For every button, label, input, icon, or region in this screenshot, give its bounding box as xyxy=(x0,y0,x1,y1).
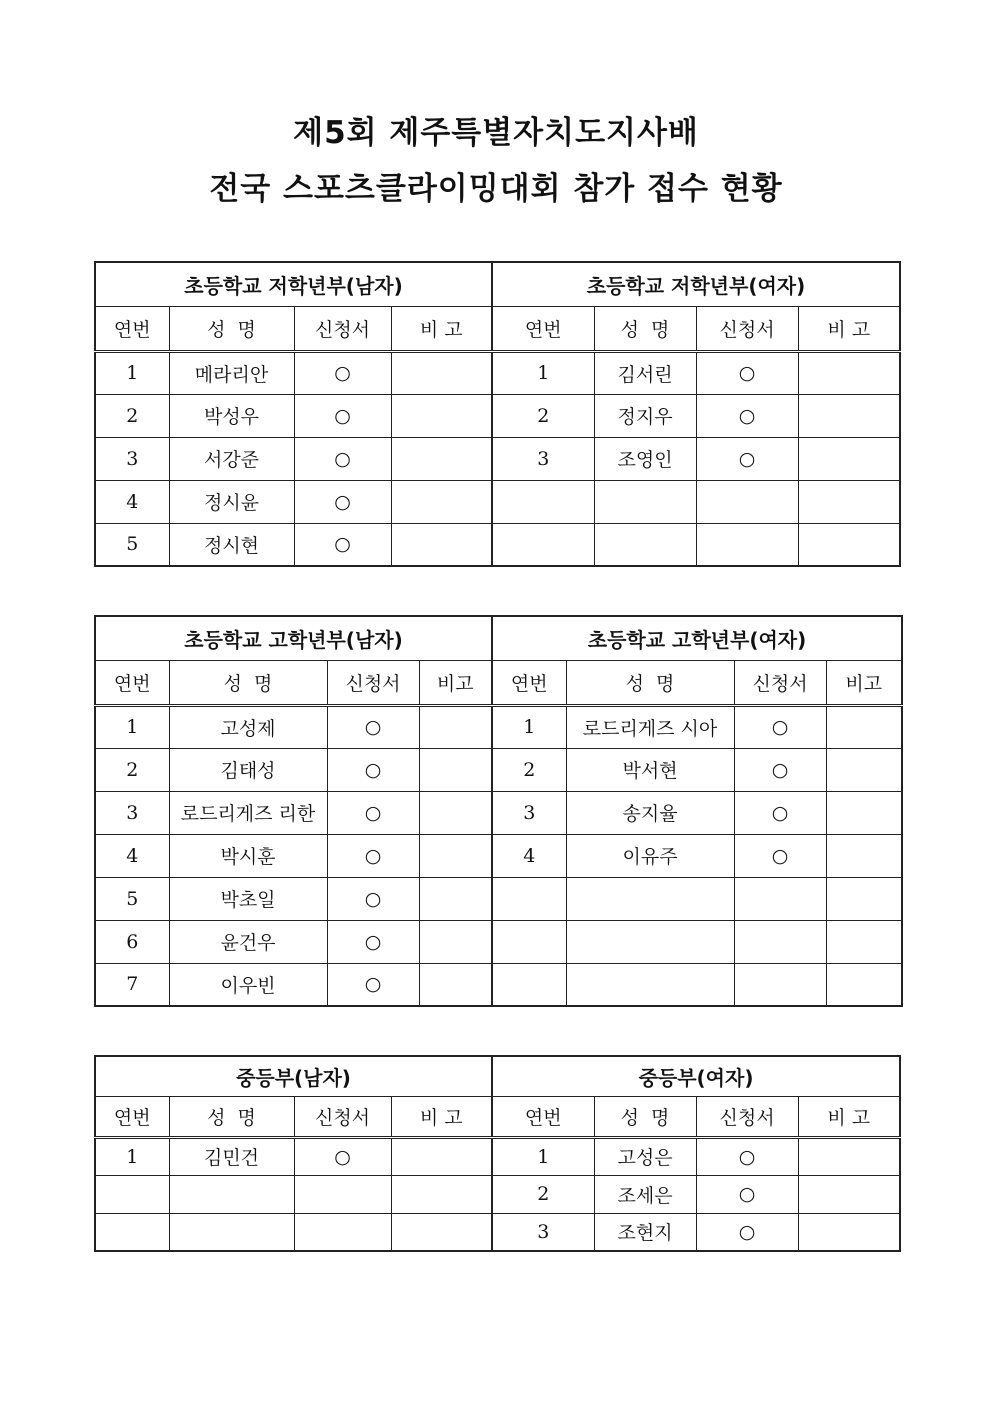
title-line-2: 전국 스포츠클라이밍대회 참가 접수 현황 xyxy=(209,171,783,207)
cell-name xyxy=(566,877,734,920)
cell-note xyxy=(419,877,492,920)
cell-no xyxy=(492,877,566,920)
cell-name: 로드리게즈 시아 xyxy=(566,705,734,748)
cell-apply: ○ xyxy=(696,1213,798,1251)
cell-no xyxy=(492,963,566,1006)
cell-note xyxy=(391,523,492,566)
cell-apply xyxy=(696,523,798,566)
cell-no: 5 xyxy=(95,523,169,566)
cell-note xyxy=(826,963,902,1006)
cell-apply: ○ xyxy=(327,834,419,877)
table-row xyxy=(95,351,900,394)
cell-name: 김서린 xyxy=(594,351,696,394)
cell-no xyxy=(492,920,566,963)
cell-no: 4 xyxy=(492,834,566,877)
cell-name: 조현지 xyxy=(594,1213,696,1251)
table-row xyxy=(95,920,902,963)
cell-no xyxy=(492,480,594,523)
header-name: 성 명 xyxy=(566,660,734,705)
cell-no: 1 xyxy=(492,351,594,394)
cell-apply: ○ xyxy=(294,437,391,480)
table-row xyxy=(95,523,900,566)
cell-no: 3 xyxy=(95,437,169,480)
header-apply: 신청서 xyxy=(294,306,391,351)
cell-apply: ○ xyxy=(294,394,391,437)
cell-note xyxy=(419,963,492,1006)
header-name: 성 명 xyxy=(594,1096,696,1137)
table-row xyxy=(95,705,902,748)
cell-no: 1 xyxy=(95,351,169,394)
cell-note xyxy=(391,351,492,394)
cell-name: 김태성 xyxy=(169,748,327,791)
cell-apply: ○ xyxy=(696,351,798,394)
cell-note xyxy=(419,748,492,791)
cell-no: 3 xyxy=(492,1213,594,1251)
cell-name: 조세은 xyxy=(594,1175,696,1213)
header-name: 성 명 xyxy=(169,660,327,705)
cell-note xyxy=(391,1213,492,1251)
cell-note xyxy=(798,1213,900,1251)
cell-note xyxy=(798,1175,900,1213)
cell-name: 윤건우 xyxy=(169,920,327,963)
cell-no: 1 xyxy=(95,1137,169,1175)
cell-no: 4 xyxy=(95,480,169,523)
cell-no: 2 xyxy=(492,748,566,791)
cell-note xyxy=(391,480,492,523)
header-apply: 신청서 xyxy=(734,660,826,705)
cell-note xyxy=(391,1137,492,1175)
cell-note xyxy=(391,1175,492,1213)
cell-apply: ○ xyxy=(294,1137,391,1175)
cell-no: 2 xyxy=(95,394,169,437)
cell-apply: ○ xyxy=(327,748,419,791)
header-apply: 신청서 xyxy=(696,1096,798,1137)
division-label: 초등학교 저학년부(여자) xyxy=(492,262,900,306)
cell-note xyxy=(419,791,492,834)
cell-apply xyxy=(696,480,798,523)
header-note: 비 고 xyxy=(798,1096,900,1137)
division-label: 초등학교 저학년부(남자) xyxy=(95,262,492,306)
cell-apply: ○ xyxy=(734,705,826,748)
cell-note xyxy=(798,437,900,480)
cell-no: 7 xyxy=(95,963,169,1006)
cell-name: 로드리게즈 리한 xyxy=(169,791,327,834)
cell-apply: ○ xyxy=(696,1137,798,1175)
cell-apply xyxy=(734,920,826,963)
header-name: 성 명 xyxy=(169,306,294,351)
cell-apply: ○ xyxy=(696,394,798,437)
cell-apply: ○ xyxy=(696,437,798,480)
cell-note xyxy=(798,480,900,523)
cell-name: 박시훈 xyxy=(169,834,327,877)
cell-name: 이우빈 xyxy=(169,963,327,1006)
header-note: 비 고 xyxy=(391,306,492,351)
cell-no: 5 xyxy=(95,877,169,920)
cell-apply: ○ xyxy=(327,963,419,1006)
cell-apply: ○ xyxy=(734,748,826,791)
header-note: 비 고 xyxy=(798,306,900,351)
cell-no: 3 xyxy=(492,437,594,480)
header-note: 비고 xyxy=(419,660,492,705)
cell-name xyxy=(594,523,696,566)
table-row xyxy=(95,877,902,920)
header-apply: 신청서 xyxy=(294,1096,391,1137)
table-row xyxy=(95,1175,900,1213)
cell-apply xyxy=(734,877,826,920)
cell-note xyxy=(826,834,902,877)
cell-note xyxy=(826,877,902,920)
table-row xyxy=(95,834,902,877)
cell-apply: ○ xyxy=(327,705,419,748)
cell-no: 3 xyxy=(492,791,566,834)
cell-note xyxy=(826,705,902,748)
table-row xyxy=(95,748,902,791)
section-table-elementary-lower xyxy=(94,261,901,567)
division-label: 중등부(여자) xyxy=(492,1056,900,1096)
cell-no: 2 xyxy=(492,394,594,437)
cell-note xyxy=(826,791,902,834)
cell-name xyxy=(594,480,696,523)
cell-note xyxy=(798,523,900,566)
cell-apply: ○ xyxy=(734,791,826,834)
header-no: 연번 xyxy=(492,660,566,705)
cell-name: 조영인 xyxy=(594,437,696,480)
cell-name: 서강준 xyxy=(169,437,294,480)
cell-no xyxy=(492,523,594,566)
title-line-1: 제5회 제주특별자치도지사배 xyxy=(293,115,699,151)
table-row xyxy=(95,1213,900,1251)
cell-no: 1 xyxy=(492,1137,594,1175)
table-row xyxy=(95,791,902,834)
cell-name: 고성제 xyxy=(169,705,327,748)
cell-apply: ○ xyxy=(327,920,419,963)
cell-name xyxy=(566,963,734,1006)
header-no: 연번 xyxy=(492,306,594,351)
cell-apply xyxy=(734,963,826,1006)
header-no: 연번 xyxy=(95,306,169,351)
document-title xyxy=(0,110,992,222)
cell-apply: ○ xyxy=(734,834,826,877)
header-note: 비 고 xyxy=(391,1096,492,1137)
cell-apply: ○ xyxy=(696,1175,798,1213)
cell-name: 정시현 xyxy=(169,523,294,566)
cell-no: 2 xyxy=(95,748,169,791)
cell-no: 6 xyxy=(95,920,169,963)
cell-no: 3 xyxy=(95,791,169,834)
cell-name: 고성은 xyxy=(594,1137,696,1175)
cell-note xyxy=(798,394,900,437)
header-apply: 신청서 xyxy=(696,306,798,351)
cell-note xyxy=(798,351,900,394)
cell-name xyxy=(169,1175,294,1213)
division-label: 중등부(남자) xyxy=(95,1056,492,1096)
header-no: 연번 xyxy=(492,1096,594,1137)
cell-apply: ○ xyxy=(327,877,419,920)
cell-note xyxy=(391,394,492,437)
cell-name xyxy=(566,920,734,963)
cell-note xyxy=(826,748,902,791)
cell-apply: ○ xyxy=(327,791,419,834)
cell-name: 박초일 xyxy=(169,877,327,920)
cell-name: 김민건 xyxy=(169,1137,294,1175)
table-row xyxy=(95,963,902,1006)
cell-name: 박서현 xyxy=(566,748,734,791)
cell-no xyxy=(95,1213,169,1251)
cell-apply: ○ xyxy=(294,480,391,523)
cell-apply xyxy=(294,1213,391,1251)
cell-name: 정시윤 xyxy=(169,480,294,523)
cell-note xyxy=(419,834,492,877)
table-row xyxy=(95,394,900,437)
cell-no: 4 xyxy=(95,834,169,877)
cell-apply: ○ xyxy=(294,351,391,394)
cell-apply xyxy=(294,1175,391,1213)
division-label: 초등학교 고학년부(남자) xyxy=(95,616,492,660)
section-table-elementary-upper xyxy=(94,615,903,1007)
header-apply: 신청서 xyxy=(327,660,419,705)
cell-no: 2 xyxy=(492,1175,594,1213)
cell-note xyxy=(798,1137,900,1175)
header-note: 비고 xyxy=(826,660,902,705)
cell-apply: ○ xyxy=(294,523,391,566)
cell-no xyxy=(95,1175,169,1213)
header-name: 성 명 xyxy=(594,306,696,351)
cell-name: 송지율 xyxy=(566,791,734,834)
cell-name: 이유주 xyxy=(566,834,734,877)
table-row xyxy=(95,437,900,480)
table-row xyxy=(95,1137,900,1175)
table-row xyxy=(95,480,900,523)
cell-name xyxy=(169,1213,294,1251)
section-table-middle-school xyxy=(94,1055,901,1252)
cell-note xyxy=(419,920,492,963)
cell-no: 1 xyxy=(492,705,566,748)
cell-note xyxy=(391,437,492,480)
cell-name: 정지우 xyxy=(594,394,696,437)
division-label: 초등학교 고학년부(여자) xyxy=(492,616,902,660)
header-no: 연번 xyxy=(95,660,169,705)
cell-name: 메라리안 xyxy=(169,351,294,394)
header-no: 연번 xyxy=(95,1096,169,1137)
cell-name: 박성우 xyxy=(169,394,294,437)
cell-note xyxy=(826,920,902,963)
cell-note xyxy=(419,705,492,748)
cell-no: 1 xyxy=(95,705,169,748)
header-name: 성 명 xyxy=(169,1096,294,1137)
